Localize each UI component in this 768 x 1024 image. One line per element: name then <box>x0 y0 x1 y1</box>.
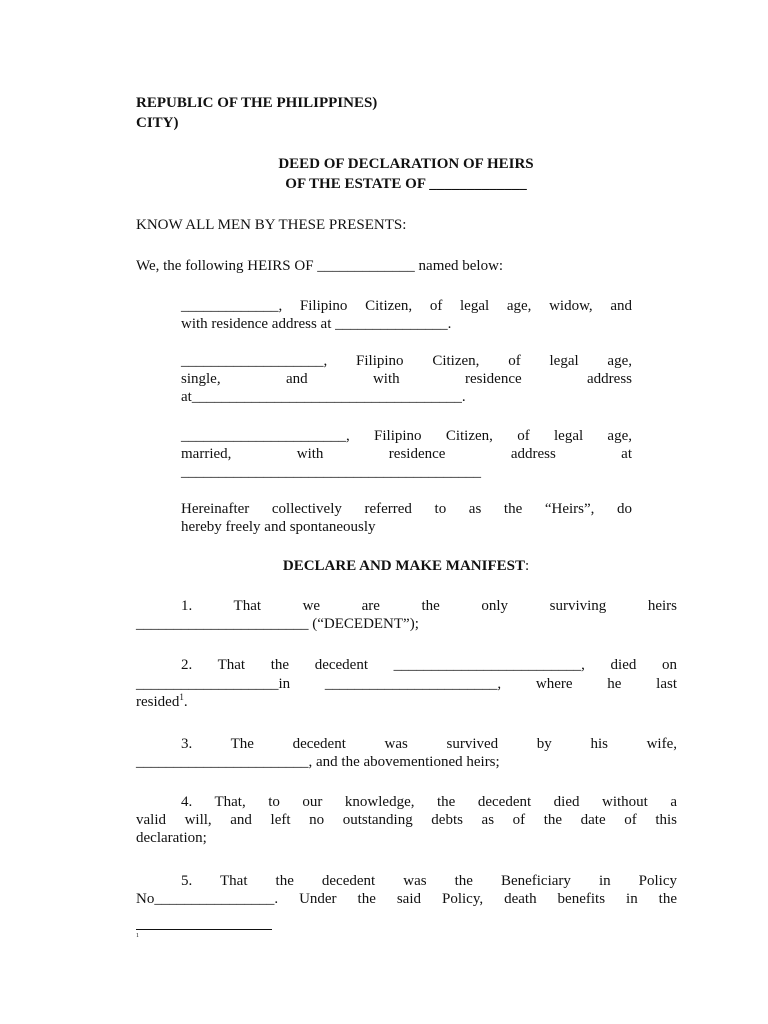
hereinafter-line-1: Hereinafter collectively referred to as the “Heirs”, do <box>181 501 632 517</box>
declare-heading-colon: : <box>524 558 530 574</box>
heir-3-line-1: ______________________, Filipino Citizen, of legal age, <box>181 428 632 444</box>
heir-2-line-3: at____________________________________. <box>181 389 466 405</box>
footnote-separator <box>136 929 272 930</box>
declare-heading <box>136 557 676 576</box>
item-2-line-3-end: . <box>183 694 188 710</box>
footnote-mark: 1 <box>136 933 139 939</box>
item-2-line-1: 2. That the decedent _________________________, died on <box>181 657 677 673</box>
item-5-line-2: No________________. Under the said Policy, death benefits in the <box>136 891 677 907</box>
intro-text: KNOW ALL MEN BY THESE PRESENTS: <box>136 217 407 233</box>
heir-3-line-2: married, with residence address at <box>181 446 632 462</box>
we-line: We, the following HEIRS OF _____________ named below: <box>136 258 504 274</box>
header-line-2: CITY) <box>136 115 179 131</box>
item-3-line-1: 3. The decedent was survived by his wife, <box>181 736 677 752</box>
heir-1-line-2: with residence address at _______________. <box>181 316 452 332</box>
footnote-reference[interactable]: 1 <box>179 692 184 702</box>
item-4-line-2: valid will, and left no outstanding debts as of the date of this <box>136 812 677 828</box>
item-2-line-3 <box>136 693 188 712</box>
title-line-1: DEED OF DECLARATION OF HEIRS <box>278 156 534 172</box>
item-4-line-1: 4. That, to our knowledge, the decedent died without a <box>181 794 677 810</box>
heir-2-line-2: single, and with residence address <box>181 371 632 387</box>
heir-1-line-1: _____________, Filipino Citizen, of legal age, widow, and <box>181 298 632 314</box>
hereinafter-line-2: hereby freely and spontaneously <box>181 519 376 535</box>
item-4-line-3: declaration; <box>136 830 207 846</box>
item-5-line-1: 5. That the decedent was the Beneficiary in Policy <box>181 873 677 889</box>
title-line-2: OF THE ESTATE OF _____________ <box>285 176 527 192</box>
item-2-line-3-text: resided <box>136 694 180 710</box>
item-1-line-1: 1. That we are the only surviving heirs <box>181 598 677 614</box>
item-2-line-2: ___________________in _______________________, where he last <box>136 676 677 692</box>
item-3-line-2: _______________________, and the abovementioned heirs; <box>136 754 500 770</box>
item-1-line-2: _______________________ (“DECEDENT”); <box>136 616 419 632</box>
declare-heading-text: DECLARE AND MAKE MANIFEST <box>282 558 525 574</box>
heir-3-line-3: ________________________________________ <box>181 464 481 480</box>
heir-2-line-1: ___________________, Filipino Citizen, of legal age, <box>181 353 632 369</box>
header-line-1: REPUBLIC OF THE PHILIPPINES) <box>136 95 378 111</box>
